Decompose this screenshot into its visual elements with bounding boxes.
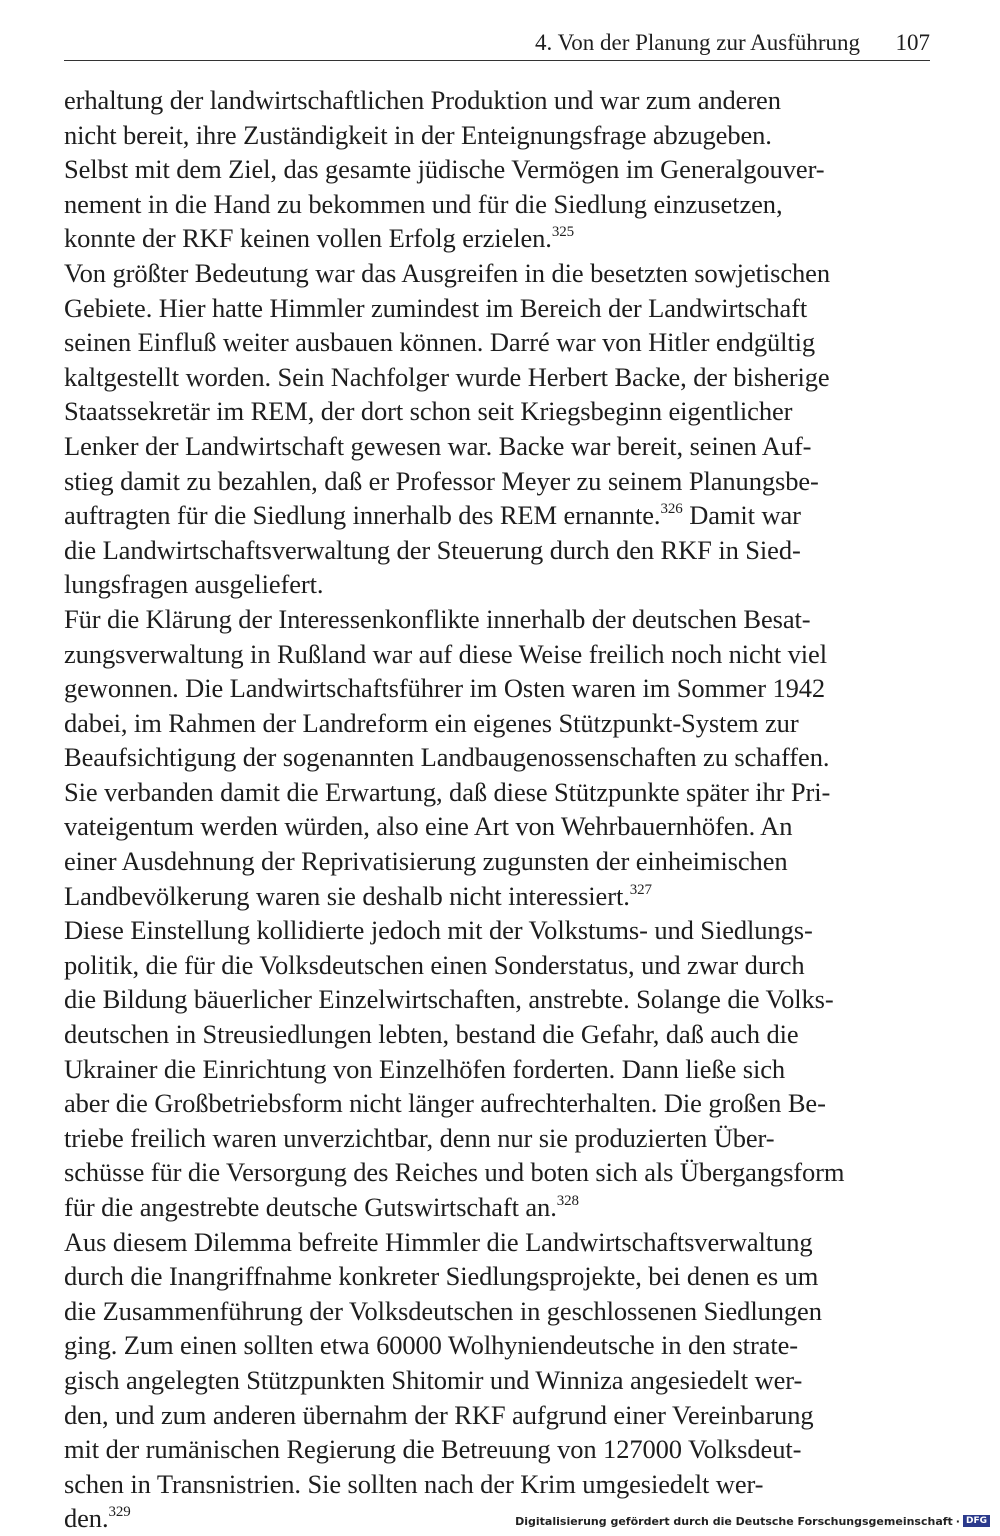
line-text: Ukrainer die Einrichtung von Einzelhöfen forderten. Dann ließe sich [64, 1053, 786, 1084]
text-line [64, 291, 930, 326]
line-text: auftragten für die Siedlung innerhalb des REM ernannte. [64, 500, 661, 531]
text-line [64, 1225, 930, 1260]
line-text: dabei, im Rahmen der Landreform ein eigenes Stützpunkt-System zur [64, 707, 799, 738]
dfg-logo: DFG [963, 1515, 990, 1527]
line-text: nicht bereit, ihre Zuständigkeit in der Enteignungsfrage abzugeben. [64, 119, 772, 150]
text-line [64, 706, 930, 741]
line-text: Beaufsichtigung der sogenannten Landbaugenossenschaften zu schaffen. [64, 742, 830, 773]
text-line [64, 1121, 930, 1156]
text-line [64, 775, 930, 810]
line-text: erhaltung der landwirtschaftlichen Produktion und war zum anderen [64, 85, 781, 115]
text-line [64, 1363, 930, 1398]
text-line [64, 1432, 930, 1467]
line-text: durch die Inangriffnahme konkreter Siedlungsprojekte, bei denen es um [64, 1261, 819, 1292]
text-line [64, 118, 930, 153]
text-line [64, 879, 930, 914]
text-line [64, 1467, 930, 1502]
line-text: einer Ausdehnung der Reprivatisierung zugunsten der einheimischen [64, 846, 788, 877]
line-text: ging. Zum einen sollten etwa 60000 Wolhyniendeutsche in den strate- [64, 1330, 798, 1361]
footer-text: Digitalisierung gefördert durch die Deutsche Forschungsgemeinschaft [515, 1514, 953, 1528]
footnote-marker: 325 [551, 224, 575, 241]
line-text: die Landwirtschaftsverwaltung der Steuerung durch den RKF in Sied- [64, 534, 801, 565]
line-text: Diese Einstellung kollidierte jedoch mit der Volkstums- und Siedlungs- [64, 915, 813, 946]
text-line [64, 567, 930, 602]
line-text: konnte der RKF keinen vollen Erfolg erzielen. [64, 223, 552, 254]
digitization-footer [515, 1510, 990, 1532]
text-line [64, 1294, 930, 1329]
text-line [64, 637, 930, 672]
footnote-marker: 329 [108, 1504, 131, 1521]
text-line [64, 429, 930, 464]
text-line [64, 809, 930, 844]
line-text: stieg damit zu bezahlen, daß er Professor Meyer zu seinem Planungsbe- [64, 465, 819, 496]
text-line [64, 913, 930, 948]
text-line [64, 464, 930, 499]
text-line [64, 740, 930, 775]
line-text: gisch angelegten Stützpunkten Shitomir und Winniza angesiedelt wer- [64, 1364, 803, 1395]
text-line [64, 152, 930, 187]
line-text: vateigentum werden würden, also eine Art von Wehrbauernhöfen. An [64, 811, 793, 842]
line-text: die Bildung bäuerlicher Einzelwirtschaften, anstrebte. Solange die Volks- [64, 984, 834, 1015]
text-line [64, 948, 930, 983]
line-text: triebe freilich waren unverzichtbar, denn nur sie produzierten Über- [64, 1122, 775, 1153]
line-text: lungsfragen ausgeliefert. [64, 569, 324, 600]
line-text: die Zusammenführung der Volksdeutschen in geschlossenen Siedlungen [64, 1295, 822, 1326]
text-line [64, 325, 930, 360]
line-text: mit der rumänischen Regierung die Betreuung von 127000 Volksdeut- [64, 1434, 802, 1465]
text-line [64, 394, 930, 429]
footnote-marker: 328 [556, 1193, 579, 1209]
chapter-title: 4. Von der Planung zur Ausführung [535, 30, 860, 55]
text-line [64, 1017, 930, 1052]
line-text: schen in Transnistrien. Sie sollten nach der Krim umgesiedelt wer- [64, 1468, 764, 1499]
line-text: Landbevölkerung waren sie deshalb nicht interessiert. [64, 880, 630, 911]
line-text: Lenker der Landwirtschaft gewesen war. Backe war bereit, seinen Auf- [64, 430, 812, 461]
text-line [64, 602, 930, 637]
text-line [64, 1398, 930, 1433]
text-line [64, 1155, 930, 1190]
text-line [64, 533, 930, 568]
footnote-marker: 327 [629, 881, 652, 898]
line-text: zungsverwaltung in Rußland war auf diese Weise freilich noch nicht viel [64, 638, 827, 669]
line-text: den, und zum anderen übernahm der RKF aufgrund einer Vereinbarung [64, 1399, 814, 1430]
text-line [64, 360, 930, 395]
text-line [64, 671, 930, 706]
header-rule [64, 60, 930, 61]
text-line [64, 982, 930, 1017]
line-text: kaltgestellt worden. Sein Nachfolger wurde Herbert Backe, der bisherige [64, 361, 830, 392]
line-text: Staatssekretär im REM, der dort schon seit Kriegsbeginn eigentlicher [64, 396, 793, 427]
text-line [64, 1190, 930, 1225]
text-line [64, 221, 930, 256]
line-text: Selbst mit dem Ziel, das gesamte jüdische Vermögen im Generalgouver- [64, 154, 825, 185]
line-text: Aus diesem Dilemma befreite Himmler die Landwirtschaftsverwaltung [64, 1226, 813, 1257]
text-line [64, 187, 930, 222]
page-number: 107 [895, 30, 930, 55]
line-text: Für die Klärung der Interessenkonflikte innerhalb der deutschen Besat- [64, 603, 811, 634]
text-line [64, 844, 930, 879]
running-header [64, 28, 930, 58]
line-text: den. [64, 1503, 109, 1534]
text-line [64, 1086, 930, 1121]
line-text: seinen Einfluß weiter ausbauen können. Darré war von Hitler endgültig [64, 327, 816, 358]
line-text: Sie verbanden damit die Erwartung, daß diese Stützpunkte später ihr Pri- [64, 776, 831, 807]
line-text: politik, die für die Volksdeutschen einen Sonderstatus, und zwar durch [64, 949, 805, 980]
line-text: schüsse für die Versorgung des Reiches und boten sich als Übergangsform [64, 1157, 845, 1188]
line-text: nement in die Hand zu bekommen und für die Siedlung einzusetzen, [64, 188, 783, 219]
line-text: gewonnen. Die Landwirtschaftsführer im Osten waren im Sommer 1942 [64, 673, 826, 704]
line-text-after-footnote: Damit war [682, 500, 801, 531]
line-text: für die angestrebte deutsche Gutswirtschaft an. [64, 1192, 557, 1222]
text-line [64, 1328, 930, 1363]
footnote-marker: 326 [660, 501, 683, 518]
line-text: Von größter Bedeutung war das Ausgreifen in die besetzten sowjetischen [64, 257, 830, 288]
text-line [64, 83, 930, 118]
line-text: Gebiete. Hier hatte Himmler zumindest im Bereich der Landwirtschaft [64, 292, 808, 323]
footer-separator: · [955, 1514, 960, 1528]
line-text: aber die Großbetriebsform nicht länger aufrechterhalten. Die großen Be- [64, 1088, 826, 1119]
body-text [64, 83, 930, 1536]
text-line [64, 1259, 930, 1294]
line-text: deutschen in Streusiedlungen lebten, bestand die Gefahr, daß auch die [64, 1019, 799, 1050]
text-line [64, 256, 930, 291]
text-line [64, 1052, 930, 1087]
text-line [64, 498, 930, 533]
